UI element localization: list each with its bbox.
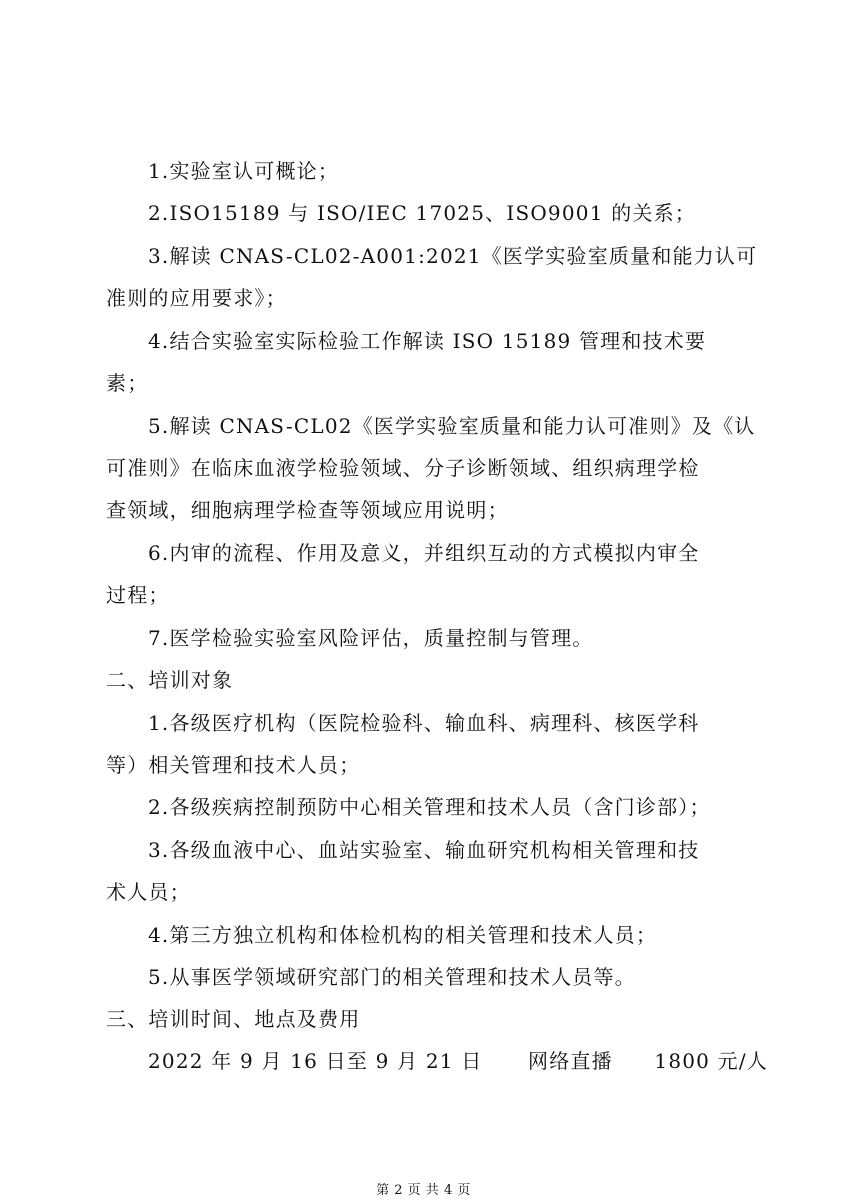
item-5-cont-1: 可准则》在临床血液学检验领域、分子诊断领域、组织病理学检 — [106, 456, 700, 480]
target-item-2: 2.各级疾病控制预防中心相关管理和技术人员（含门诊部）； — [148, 795, 711, 819]
target-item-3: 3.各级血液中心、血站实验室、输血研究机构相关管理和技 — [148, 838, 700, 862]
target-item-1-cont: 等）相关管理和技术人员； — [106, 753, 361, 777]
training-mode: 网络直播 — [528, 1049, 613, 1073]
item-6-cont: 过程； — [106, 583, 170, 607]
training-date: 2022 年 9 月 16 日至 9 月 21 日 — [148, 1049, 483, 1073]
section-heading-time-place-fee: 三、培训时间、地点及费用 — [106, 1007, 361, 1031]
item-5: 5.解读 CNAS-CL02《医学实验室质量和能力认可准则》及《认 — [148, 414, 756, 438]
item-4-cont: 素； — [106, 371, 149, 395]
section-heading-training-targets: 二、培训对象 — [106, 668, 234, 692]
item-6: 6.内审的流程、作用及意义，并组织互动的方式模拟内审全 — [148, 541, 700, 565]
time-place-fee-row — [148, 1048, 768, 1074]
target-item-5: 5.从事医学领域研究部门的相关管理和技术人员等。 — [148, 965, 636, 989]
page-indicator: 第 2 页 共 4 页 — [376, 1183, 471, 1198]
item-2: 2.ISO15189 与 ISO/IEC 17025、ISO9001 的关系； — [148, 201, 696, 225]
target-item-4: 4.第三方独立机构和体检机构的相关管理和技术人员； — [148, 923, 658, 947]
item-3: 3.解读 CNAS-CL02-A001:2021《医学实验室质量和能力认可 — [148, 244, 758, 268]
item-4: 4.结合实验室实际检验工作解读 ISO 15189 管理和技术要 — [148, 329, 707, 353]
item-7: 7.医学检验实验室风险评估，质量控制与管理。 — [148, 626, 594, 650]
target-item-1: 1.各级医疗机构（医院检验科、输血科、病理科、核医学科 — [148, 711, 700, 735]
item-5-cont-2: 查领域，细胞病理学检查等领域应用说明； — [106, 498, 509, 522]
item-1: 1.实验室认可概论； — [148, 159, 340, 183]
training-fee: 1800 元/人 — [654, 1049, 769, 1073]
target-item-3-cont: 术人员； — [106, 880, 191, 904]
item-3-cont: 准则的应用要求》； — [106, 286, 287, 310]
